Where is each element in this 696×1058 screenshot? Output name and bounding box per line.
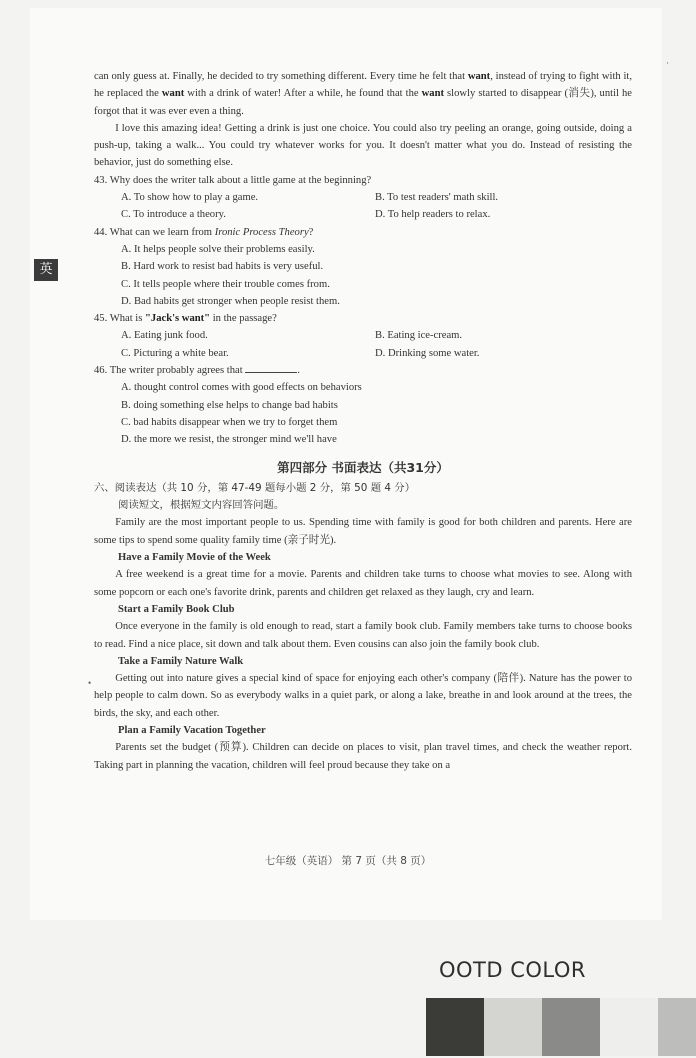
option: C. To introduce a theory.	[121, 209, 226, 221]
option: B. Eating ice-cream.	[375, 330, 463, 342]
question-stem: 46. The writer probably agrees that .	[94, 362, 632, 379]
tip-title: Plan a Family Vacation Together	[118, 724, 266, 736]
subject-tab: 英	[34, 259, 58, 281]
passage-end	[94, 68, 632, 172]
color-swatches	[426, 998, 696, 1056]
color-swatch	[658, 998, 696, 1056]
scan-mark: ·	[666, 58, 669, 68]
passage-paragraph: I love this amazing idea! Getting a drink is just one choice. You could also try peeling an orange, going outside, doing a push-up, taking a walk... You could try whatever works for you. It doesn't matter what you do. Instead of resisting the behavior, just do something else.	[94, 122, 632, 169]
questions	[94, 172, 632, 449]
passage-paragraph: can only guess at. Finally, he decided to try something different. Every time he felt that want, instead of trying to fight with it, he replaced the want with a drink of water! After a while, he found that the want slowly started to disappear (消失), until he forgot that it was ever even a thing.	[94, 71, 633, 117]
color-swatch	[484, 998, 542, 1056]
tip-paragraph: A free weekend is a great time for a movie. Parents and children take turns to choose what movies to see. Along with some popcorn or each one's favorite drink, parents and children get relaxed as they laugh, cry and learn.	[94, 569, 632, 598]
question-options	[94, 379, 632, 448]
option: B. To test readers' math skill.	[375, 192, 499, 204]
question-stem: 45. What is "Jack's want" in the passage?	[94, 313, 277, 325]
option: A. Eating junk food.	[121, 330, 208, 342]
page-footer: 七年级（英语） 第 7 页（共 8 页）	[264, 855, 432, 867]
color-swatch	[600, 998, 658, 1056]
answer-blank	[245, 362, 297, 373]
option: C. It tells people where their trouble comes from.	[121, 278, 330, 290]
question-options	[94, 241, 632, 310]
tip-paragraph: Once everyone in the family is old enough to read, start a family book club. Family members take turns to choose books to read. Find a nice place, sit down and talk about them. Even cousins can also join the family book club.	[94, 621, 632, 650]
question-options	[94, 189, 632, 224]
option: A. thought control comes with good effects on behaviors	[121, 382, 362, 394]
option: D. Bad habits get stronger when people resist them.	[121, 295, 340, 307]
page-content	[94, 68, 632, 774]
tip-title: Start a Family Book Club	[118, 603, 235, 615]
question-stem: 43. Why does the writer talk about a little game at the beginning?	[94, 174, 372, 186]
intro-paragraph: Family are the most important people to us. Spending time with family is good for both children and parents. Here are some tips to spend some quality family time (亲子时光).	[94, 517, 632, 546]
ootd-title: OOTD COLOR	[439, 958, 586, 982]
part6-heading: 六、阅读表达（共 10 分，第 47-49 题每小题 2 分，第 50 题 4 分）	[94, 481, 416, 494]
color-swatch	[542, 998, 600, 1056]
question-stem: 44. What can we learn from Ironic Process Theory?	[94, 226, 314, 238]
option: C. bad habits disappear when we try to forget them	[121, 416, 338, 428]
option: D. the more we resist, the stronger mind we'll have	[121, 434, 337, 446]
part6-instruction: 阅读短文，根据短文内容回答问题。	[118, 499, 285, 512]
tip-title: Take a Family Nature Walk	[118, 655, 244, 667]
tip-title: Have a Family Movie of the Week	[118, 552, 271, 564]
option: B. Hard work to resist bad habits is very useful.	[121, 261, 324, 273]
tips	[94, 549, 632, 774]
question-options	[94, 327, 632, 362]
option: A. It helps people solve their problems easily.	[121, 243, 315, 255]
option: B. doing something else helps to change bad habits	[121, 399, 338, 411]
option: C. Picturing a white bear.	[121, 347, 229, 359]
option: D. To help readers to relax.	[375, 209, 491, 221]
scan-mark: •	[88, 678, 92, 688]
tip-paragraph: Getting out into nature gives a special kind of space for enjoying each other's company (陪伴). Nature has the power to help people to calm down. So as everybody walks in a quiet park, or along a lake, breathe in and look around at the trees, the birds, the sky, and each other.	[94, 673, 632, 719]
option: D. Drinking some water.	[375, 347, 480, 359]
tip-paragraph: Parents set the budget (预算). Children can decide on places to visit, plan travel times, and check the weather report. Taking part in planning the vacation, children will feel proud because they take on a	[94, 742, 632, 771]
color-swatch	[426, 998, 484, 1056]
option: A. To show how to play a game.	[121, 192, 259, 204]
section-title: 第四部分 书面表达（共31分）	[277, 459, 449, 475]
